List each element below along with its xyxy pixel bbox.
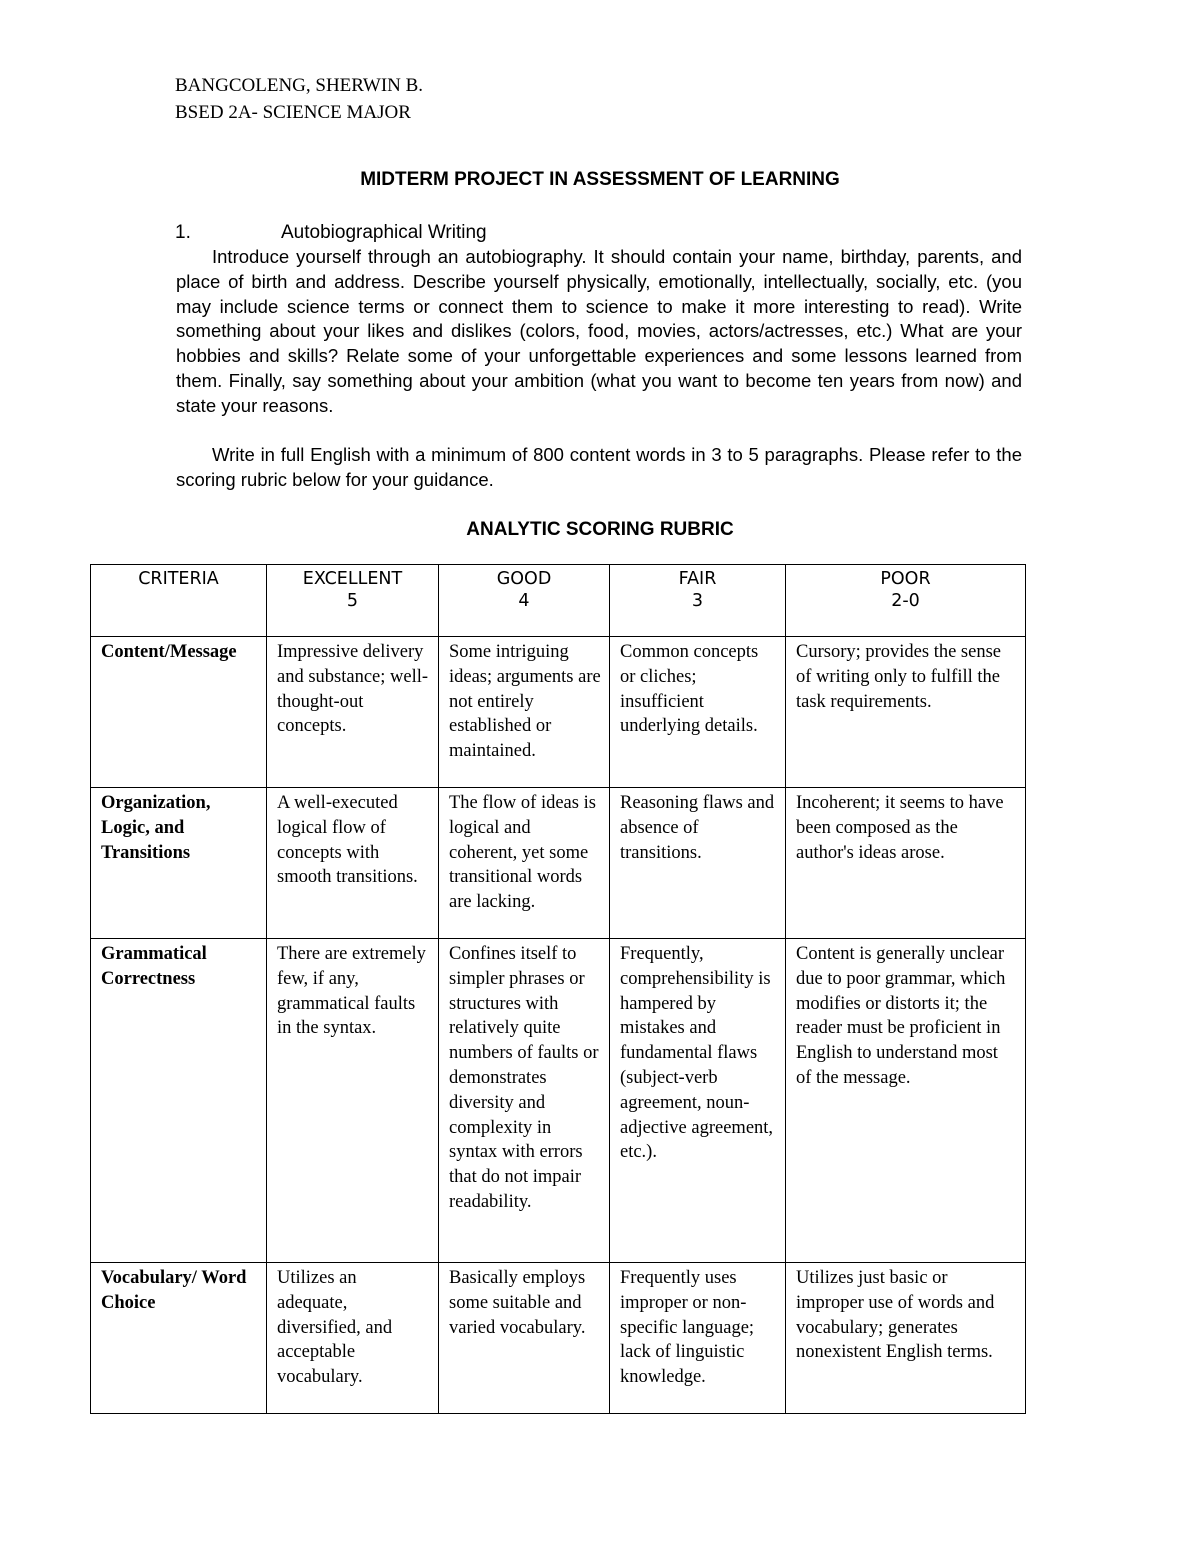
rubric-row-grammar [91,939,1026,1263]
good-cell: Confines itself to simpler phrases or structures with relatively quite numbers of faults or demonstrates diversity and complexity in syntax with errors that do not impair readability. [439,939,610,1263]
header-poor-label: POOR [880,569,931,589]
rubric-title: ANALYTIC SCORING RUBRIC [466,519,734,540]
fair-cell: Frequently, comprehensibility is hampered by mistakes and fundamental flaws (subject-verb agreement, noun-adjective agreement, etc.). [610,939,786,1263]
rubric-row-content [91,637,1026,788]
fair-cell: Frequently uses improper or non-specific language; lack of linguistic knowledge. [610,1263,786,1414]
rubric-row-vocabulary [91,1263,1026,1414]
poor-cell: Content is generally unclear due to poor grammar, which modifies or distorts it; the reader must be proficient in English to understand most of the message. [786,939,1026,1263]
header-excellent-points: 5 [346,591,359,611]
header-poor-points: 2-0 [891,591,920,611]
poor-cell: Utilizes just basic or improper use of words and vocabulary; generates nonexistent English terms. [786,1263,1026,1414]
header-fair [610,565,786,637]
task-heading [175,221,487,245]
header-good-points: 4 [518,591,530,611]
task-heading-text: Autobiographical Writing [281,222,487,243]
header-excellent-label: EXCELLENT [302,569,403,589]
good-cell: The flow of ideas is logical and coherent, yet some transitional words are lacking. [439,788,610,939]
header-fair-label: FAIR [678,569,717,589]
header-fair-points: 3 [691,591,704,611]
fair-cell: Reasoning flaws and absence of transitions. [610,788,786,939]
header-excellent [267,565,439,637]
rubric-row-organization [91,788,1026,939]
good-cell: Basically employs some suitable and varied vocabulary. [439,1263,610,1414]
excellent-cell: There are extremely few, if any, grammatical faults in the syntax. [267,939,439,1263]
good-cell: Some intriguing ideas; arguments are not entirely established or maintained. [439,637,610,788]
excellent-cell: Impressive delivery and substance; well-thought-out concepts. [267,637,439,788]
header-good-label: GOOD [496,569,552,589]
excellent-cell: A well-executed logical flow of concepts with smooth transitions. [267,788,439,939]
fair-cell: Common concepts or cliches; insufficient underlying details. [610,637,786,788]
criteria-cell: Vocabulary/ Word Choice [91,1263,267,1414]
student-course: BSED 2A- SCIENCE MAJOR [175,102,411,123]
criteria-cell: Organization, Logic, and Transitions [91,788,267,939]
criteria-cell: Content/Message [91,637,267,788]
rubric-header-row [91,565,1026,637]
header-criteria [91,565,267,637]
header-criteria-label: CRITERIA [138,569,219,589]
header-poor [786,565,1026,637]
project-title: MIDTERM PROJECT IN ASSESSMENT OF LEARNING [360,169,840,190]
task-paragraph-2: Write in full English with a minimum of 800 content words in 3 to 5 paragraphs. Please refer to the scoring rubric below for your guidance. [176,444,1022,490]
task-paragraph-1: Introduce yourself through an autobiography. It should contain your name, birthday, parents, and place of birth and address. Describe yourself physically, emotionally, intellectually, socially, etc. (you may include science terms or connect them to science to make it more interesting to read). Write something about your likes and dislikes (colors, food, movies, actors/actresses, etc.) What are your hobbies and skills? Relate some of your unforgettable experiences and some lessons learned from them. Finally, say something about your ambition (what you want to become ten years from now) and state your reasons. [176,246,1022,416]
poor-cell: Incoherent; it seems to have been composed as the author's ideas arose. [786,788,1026,939]
task-number: 1. [175,222,191,243]
student-name: BANGCOLENG, SHERWIN B. [175,75,424,96]
header-good [439,565,610,637]
criteria-cell: Grammatical Correctness [91,939,267,1263]
poor-cell: Cursory; provides the sense of writing only to fulfill the task requirements. [786,637,1026,788]
rubric-table [90,564,1026,1414]
excellent-cell: Utilizes an adequate, diversified, and acceptable vocabulary. [267,1263,439,1414]
